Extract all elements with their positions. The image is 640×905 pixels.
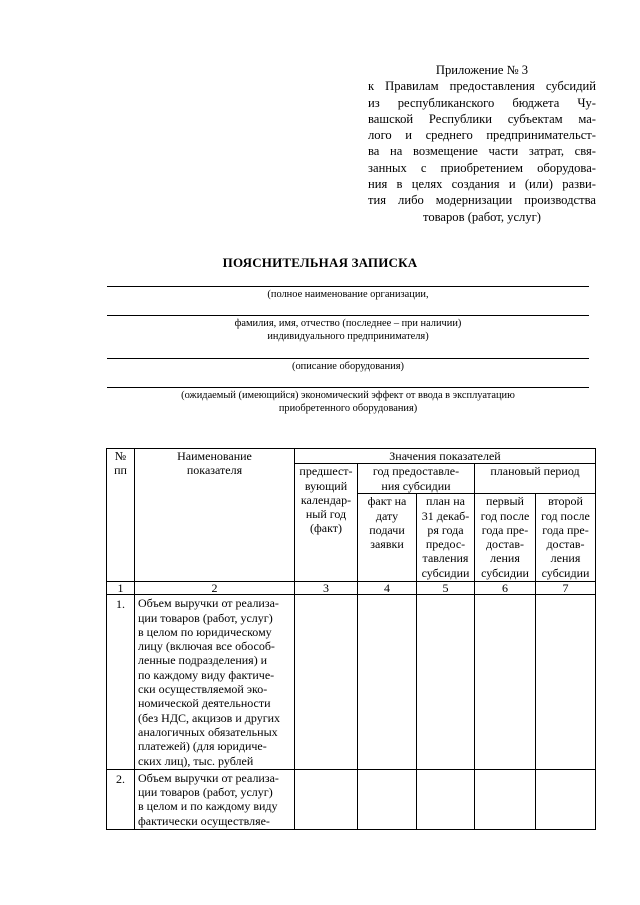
appendix-title: Приложение № 3 [435, 63, 529, 77]
value-cell[interactable] [536, 595, 596, 770]
header-previous-year: предшест- вующий календар- ный год (факт) [295, 464, 358, 582]
fill-line-effect [107, 387, 589, 388]
row-indicator: Объем выручки от реализа- ции товаров (работ, услуг) в целом и по каждому виду фактически осуществляе- [135, 769, 295, 829]
column-index: 1 [107, 582, 135, 595]
value-cell[interactable] [295, 769, 358, 829]
header-number: № пп [107, 449, 135, 582]
table-row [107, 595, 596, 770]
caption-effect-1: (ожидаемый (имеющийся) экономический эффект от ввода в эксплуатацию [181, 390, 515, 401]
header-first-year: первый год после года пре- достав- ления субсидии [475, 494, 536, 582]
header-fact-on-date: факт на дату подачи заявки [358, 494, 417, 582]
appendix-line: лого и среднего предпринимательст- [368, 128, 596, 143]
column-index: 5 [417, 582, 475, 595]
fill-line-organization [107, 286, 589, 287]
column-index: 3 [295, 582, 358, 595]
page-bottom-mask [0, 838, 640, 905]
appendix-line: занных с приобретением оборудова- [368, 160, 596, 175]
header-indicator-name: Наименование показателя [135, 449, 295, 582]
column-index: 6 [475, 582, 536, 595]
appendix-line: ния в целях создания и (или) разви- [368, 177, 596, 192]
column-index: 4 [358, 582, 417, 595]
row-indicator: Объем выручки от реализа- ции товаров (работ, услуг) в целом по юридическому лицу (включая все обособ- ленные подразделения) и по каждому виду фактиче- ски осуществляемой эко- номической деятельности (без НДС, акцизов и других аналогичных обязательных платежей) (для юридиче- ских лиц), тыс. рублей [135, 595, 295, 770]
appendix-line: из республиканского бюджета Чу- [368, 95, 596, 110]
fill-line-equipment [107, 358, 589, 359]
caption-equipment: (описание оборудования) [292, 361, 404, 372]
caption-organization: (полное наименование организации, [267, 289, 429, 300]
header-plan-december: план на 31 декаб- ря года предос- тавления субсидии [417, 494, 475, 582]
value-cell[interactable] [417, 595, 475, 770]
table-row [107, 769, 596, 829]
appendix-header [368, 62, 596, 225]
value-cell[interactable] [358, 769, 417, 829]
appendix-last-line: товаров (работ, услуг) [423, 209, 541, 224]
appendix-line: тия либо модернизации производства [368, 193, 596, 208]
fill-line-person [107, 315, 589, 316]
value-cell[interactable] [295, 595, 358, 770]
appendix-line: ва на возмещение части затрат, свя- [368, 144, 596, 159]
caption-person-2: индивидуального предпринимателя) [267, 331, 429, 342]
header-plan-period: плановый период [475, 464, 596, 494]
appendix-line: вашской Республики субъектам ма- [368, 111, 596, 126]
appendix-line: к Правилам предоставления субсидий [368, 79, 596, 94]
column-index: 2 [135, 582, 295, 595]
value-cell[interactable] [536, 769, 596, 829]
value-cell[interactable] [417, 769, 475, 829]
header-subsidy-year: год предоставле- ния субсидии [358, 464, 475, 494]
caption-effect-2: приобретенного оборудования) [278, 403, 418, 414]
caption-person-1: фамилия, имя, отчество (последнее – при наличии) [234, 318, 462, 329]
value-cell[interactable] [475, 769, 536, 829]
column-index: 7 [536, 582, 596, 595]
row-number: 1. [107, 595, 135, 770]
row-number: 2. [107, 769, 135, 829]
header-indicator-values: Значения показателей [295, 449, 596, 464]
value-cell[interactable] [475, 595, 536, 770]
value-cell[interactable] [358, 595, 417, 770]
document-title: ПОЯСНИТЕЛЬНАЯ ЗАПИСКА [222, 255, 418, 270]
header-second-year: второй год после года пре- достав- ления субсидии [536, 494, 596, 582]
indicators-table [106, 448, 596, 830]
